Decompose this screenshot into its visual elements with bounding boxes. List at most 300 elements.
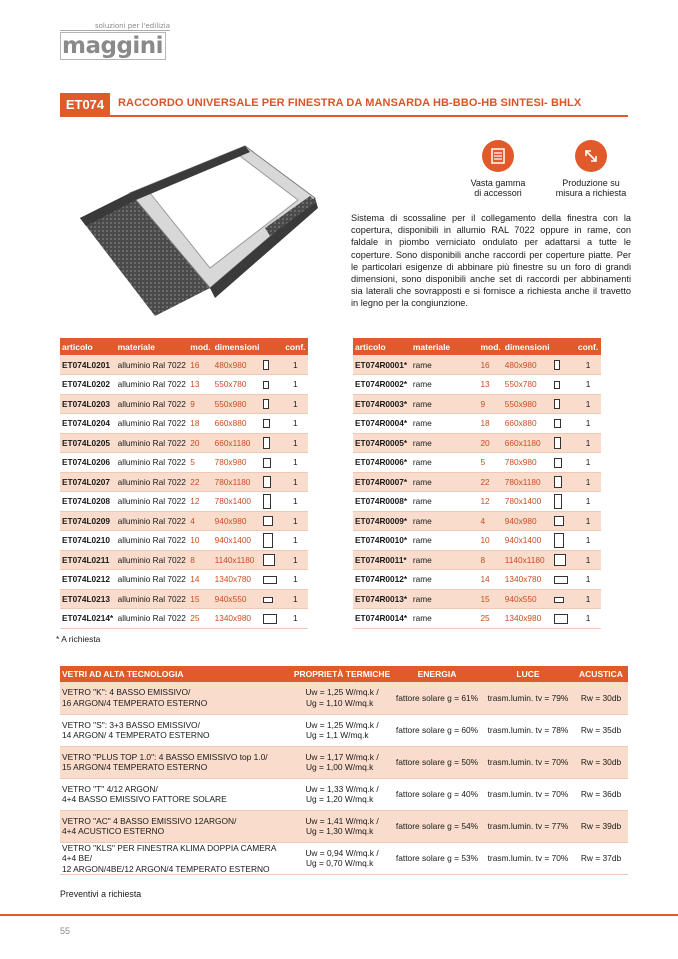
glass-type: [60, 810, 292, 842]
glass-type: [60, 842, 292, 875]
col-materiale: materiale: [411, 338, 479, 355]
product-mod: 20: [478, 433, 502, 453]
window-shape-cell: [261, 550, 282, 570]
product-dimensions: 660x1180: [503, 433, 552, 453]
product-dimensions: 780x1180: [503, 472, 552, 492]
feature-label-line2: di accessori: [474, 188, 522, 198]
table-row: [353, 511, 601, 531]
window-shape-cell: [261, 355, 282, 375]
product-mod: 18: [188, 414, 212, 434]
uw-value: Uw = 0,94 W/mq.k /: [305, 847, 379, 858]
acoustic-value: Rw = 30db: [574, 746, 628, 778]
col-vetri: VETRI AD ALTA TECNOLOGIA: [60, 666, 292, 682]
product-dimensions: 660x1180: [213, 433, 262, 453]
product-code: ET074R0013*: [353, 589, 411, 609]
table-row: [353, 355, 601, 375]
col-articolo: articolo: [60, 338, 116, 355]
glass-type-line1: VETRO "PLUS TOP 1.0": 4 BASSO EMISSIVO top 1.0/: [62, 751, 268, 762]
energy-value: fattore solare g = 60%: [392, 714, 482, 746]
uw-value: Uw = 1,25 W/mq.k /: [305, 719, 379, 730]
product-material: rame: [411, 550, 479, 570]
energy-value: fattore solare g = 61%: [392, 682, 482, 714]
thermal-properties: [292, 810, 392, 842]
product-mod: 22: [188, 472, 212, 492]
product-dimensions: 780x980: [213, 453, 262, 473]
product-material: alluminio Ral 7022: [116, 589, 189, 609]
window-shape-cell: [261, 433, 282, 453]
col-materiale: materiale: [116, 338, 189, 355]
acoustic-value: Rw = 36db: [574, 778, 628, 810]
window-shape-icon: [554, 597, 564, 603]
product-code: ET074R0002*: [353, 375, 411, 395]
product-material: alluminio Ral 7022: [116, 355, 189, 375]
product-code: ET074R0006*: [353, 453, 411, 473]
acoustic-value: Rw = 39db: [574, 810, 628, 842]
brand-tagline: soluzioni per l'edilizia: [94, 22, 170, 30]
window-shape-icon: [554, 419, 561, 428]
product-material: alluminio Ral 7022: [116, 453, 189, 473]
table-row: [60, 355, 308, 375]
product-conf: 1: [283, 433, 308, 453]
table-row: [353, 472, 601, 492]
product-code: ET074L0214*: [60, 609, 116, 629]
window-shape-cell: [261, 492, 282, 512]
product-conf: 1: [283, 453, 308, 473]
page-number: 55: [60, 926, 71, 936]
col-dimensioni: dimensioni: [503, 338, 552, 355]
product-mod: 15: [478, 589, 502, 609]
window-shape-cell: [552, 433, 575, 453]
product-material: rame: [411, 394, 479, 414]
product-mod: 9: [478, 394, 502, 414]
product-dimensions: 480x980: [213, 355, 262, 375]
glass-technology-table: [60, 666, 628, 875]
col-energia: ENERGIA: [392, 666, 482, 682]
window-shape-icon: [554, 399, 560, 409]
table-row: [60, 746, 628, 778]
product-code: ET074L0204: [60, 414, 116, 434]
product-code: ET074L0205: [60, 433, 116, 453]
window-shape-icon: [263, 614, 277, 624]
product-dimensions: 940x1400: [503, 531, 552, 551]
table-row: [60, 531, 308, 551]
energy-value: fattore solare g = 53%: [392, 842, 482, 875]
window-shape-cell: [261, 394, 282, 414]
uw-value: Uw = 1,41 W/mq.k /: [305, 815, 379, 826]
energy-value: fattore solare g = 50%: [392, 746, 482, 778]
window-shape-icon: [263, 437, 270, 449]
table-row: [60, 433, 308, 453]
accessories-icon: [482, 140, 514, 172]
table-row: [60, 550, 308, 570]
window-shape-icon: [263, 576, 277, 584]
window-shape-icon: [554, 437, 561, 449]
product-mod: 25: [478, 609, 502, 629]
custom-size-icon: [575, 140, 607, 172]
product-mod: 18: [478, 414, 502, 434]
window-shape-icon: [554, 516, 564, 526]
light-value: trasm.lumin. tv = 70%: [482, 842, 574, 875]
window-shape-cell: [552, 453, 575, 473]
glass-type-line2: 4+4 BASSO EMISSIVO FATTORE SOLARE: [62, 794, 227, 804]
product-dimensions: 940x550: [213, 589, 262, 609]
product-material: rame: [411, 511, 479, 531]
table-row: [353, 453, 601, 473]
availability-note: * A richiesta: [56, 634, 101, 644]
window-shape-icon: [554, 360, 560, 370]
window-shape-icon: [263, 554, 275, 566]
product-dimensions: 660x880: [213, 414, 262, 434]
glass-type: [60, 714, 292, 746]
product-material: rame: [411, 531, 479, 551]
window-shape-cell: [261, 511, 282, 531]
product-dimensions: 940x980: [213, 511, 262, 531]
col-conf: conf.: [575, 338, 601, 355]
window-shape-cell: [552, 414, 575, 434]
product-conf: 1: [283, 550, 308, 570]
product-code: ET074L0203: [60, 394, 116, 414]
product-mod: 4: [188, 511, 212, 531]
product-conf: 1: [575, 609, 601, 629]
window-shape-icon: [554, 614, 568, 624]
col-shape: [261, 338, 282, 355]
product-conf: 1: [283, 472, 308, 492]
product-dimensions: 550x780: [213, 375, 262, 395]
product-dimensions: 780x1400: [213, 492, 262, 512]
product-mod: 9: [188, 394, 212, 414]
product-material: alluminio Ral 7022: [116, 472, 189, 492]
product-material: alluminio Ral 7022: [116, 492, 189, 512]
table-header-row: [60, 338, 308, 355]
product-code: ET074R0014*: [353, 609, 411, 629]
window-shape-cell: [552, 492, 575, 512]
product-code: ET074R0005*: [353, 433, 411, 453]
product-code: ET074L0213: [60, 589, 116, 609]
window-shape-cell: [552, 394, 575, 414]
glass-type-line2: 14 ARGON/ 4 TEMPERATO ESTERNO: [62, 730, 210, 740]
window-shape-cell: [261, 375, 282, 395]
product-dimensions: 550x980: [213, 394, 262, 414]
window-shape-cell: [261, 609, 282, 629]
product-material: rame: [411, 472, 479, 492]
glass-type: [60, 746, 292, 778]
table-row: [60, 609, 308, 629]
brand-logo: [60, 22, 170, 62]
window-shape-icon: [263, 399, 269, 409]
window-shape-icon: [554, 554, 566, 566]
product-code: ET074R0004*: [353, 414, 411, 434]
window-shape-cell: [552, 609, 575, 629]
product-dimensions: 1340x980: [503, 609, 552, 629]
product-code: ET074R0010*: [353, 531, 411, 551]
window-shape-cell: [552, 355, 575, 375]
window-shape-icon: [263, 533, 273, 548]
table-row: [353, 531, 601, 551]
product-code: ET074L0202: [60, 375, 116, 395]
product-material: rame: [411, 453, 479, 473]
energy-value: fattore solare g = 54%: [392, 810, 482, 842]
window-shape-icon: [263, 494, 271, 509]
product-conf: 1: [575, 511, 601, 531]
product-conf: 1: [575, 570, 601, 590]
section-title-bar: [60, 93, 628, 117]
product-dimensions: 550x980: [503, 394, 552, 414]
product-material: alluminio Ral 7022: [116, 550, 189, 570]
window-shape-cell: [261, 453, 282, 473]
glass-type-line1: VETRO "K": 4 BASSO EMISSIVO/: [62, 687, 191, 698]
product-code: ET074R0009*: [353, 511, 411, 531]
product-dimensions: 1340x980: [213, 609, 262, 629]
table-row: [60, 453, 308, 473]
product-dimensions: 1340x780: [213, 570, 262, 590]
product-conf: 1: [283, 609, 308, 629]
window-shape-icon: [554, 458, 562, 468]
table-row: [353, 414, 601, 434]
product-mod: 8: [478, 550, 502, 570]
feature-label-line1: Vasta gamma: [470, 178, 526, 188]
product-dimensions: 940x980: [503, 511, 552, 531]
uw-value: Uw = 1,33 W/mq.k /: [305, 783, 379, 794]
window-shape-cell: [552, 375, 575, 395]
table-row: [353, 609, 601, 629]
product-mod: 12: [188, 492, 212, 512]
product-mod: 5: [188, 453, 212, 473]
window-shape-icon: [263, 360, 269, 370]
window-shape-icon: [263, 516, 273, 526]
product-conf: 1: [283, 570, 308, 590]
product-image: [70, 138, 320, 318]
window-shape-icon: [554, 533, 564, 548]
product-material: rame: [411, 609, 479, 629]
window-shape-cell: [552, 589, 575, 609]
feature-custom-size: [547, 140, 635, 198]
product-dimensions: 1140x1180: [213, 550, 262, 570]
product-material: alluminio Ral 7022: [116, 394, 189, 414]
col-articolo: articolo: [353, 338, 411, 355]
product-code: ET074R0011*: [353, 550, 411, 570]
product-dimensions: 780x1180: [213, 472, 262, 492]
product-material: rame: [411, 355, 479, 375]
product-material: rame: [411, 589, 479, 609]
energy-value: fattore solare g = 40%: [392, 778, 482, 810]
product-mod: 20: [188, 433, 212, 453]
window-shape-icon: [263, 597, 273, 603]
product-conf: 1: [283, 511, 308, 531]
product-material: alluminio Ral 7022: [116, 570, 189, 590]
acoustic-value: Rw = 35db: [574, 714, 628, 746]
product-mod: 5: [478, 453, 502, 473]
product-mod: 4: [478, 511, 502, 531]
window-shape-icon: [554, 576, 568, 584]
thermal-properties: [292, 682, 392, 714]
thermal-properties: [292, 746, 392, 778]
light-value: trasm.lumin. tv = 70%: [482, 778, 574, 810]
window-shape-cell: [552, 472, 575, 492]
product-dimensions: 550x780: [503, 375, 552, 395]
product-code: ET074L0208: [60, 492, 116, 512]
col-acustica: ACUSTICA: [574, 666, 628, 682]
product-dimensions: 1340x780: [503, 570, 552, 590]
light-value: trasm.lumin. tv = 78%: [482, 714, 574, 746]
product-conf: 1: [575, 531, 601, 551]
glass-type-line1: VETRO "T" 4/12 ARGON/: [62, 783, 158, 794]
product-conf: 1: [283, 589, 308, 609]
product-conf: 1: [575, 433, 601, 453]
table-header-row: [353, 338, 601, 355]
uw-value: Uw = 1,17 W/mq.k /: [305, 751, 379, 762]
product-mod: 22: [478, 472, 502, 492]
product-code: ET074R0012*: [353, 570, 411, 590]
ug-value: Ug = 1,1 W/mq.k: [306, 730, 369, 740]
window-shape-cell: [552, 531, 575, 551]
product-conf: 1: [575, 550, 601, 570]
glass-type-line2: 4+4 ACUSTICO ESTERNO: [62, 826, 165, 836]
product-material: rame: [411, 433, 479, 453]
product-mod: 13: [188, 375, 212, 395]
table-row: [60, 714, 628, 746]
product-code: ET074L0206: [60, 453, 116, 473]
product-material: rame: [411, 570, 479, 590]
table-row: [353, 375, 601, 395]
copper-products-table: [353, 338, 601, 629]
product-code: ET074R0007*: [353, 472, 411, 492]
product-code-badge: ET074: [60, 93, 110, 115]
window-shape-cell: [261, 570, 282, 590]
table-row: [60, 778, 628, 810]
thermal-properties: [292, 842, 392, 875]
product-conf: 1: [575, 492, 601, 512]
col-shape: [552, 338, 575, 355]
product-mod: 10: [188, 531, 212, 551]
product-material: alluminio Ral 7022: [116, 511, 189, 531]
table-row: [60, 472, 308, 492]
col-mod: mod.: [478, 338, 502, 355]
product-conf: 1: [575, 453, 601, 473]
product-conf: 1: [283, 355, 308, 375]
window-shape-icon: [263, 476, 271, 488]
aluminium-products-table: [60, 338, 308, 629]
glass-type-line1: VETRO "KLS" PER FINESTRA KLIMA DOPPIA CAMERA 4+4 BE/: [62, 842, 276, 863]
glass-type: [60, 682, 292, 714]
feature-label-line1: Produzione su: [562, 178, 620, 188]
window-shape-cell: [261, 472, 282, 492]
product-material: alluminio Ral 7022: [116, 414, 189, 434]
product-code: ET074L0212: [60, 570, 116, 590]
product-code: ET074L0210: [60, 531, 116, 551]
light-value: trasm.lumin. tv = 79%: [482, 682, 574, 714]
product-conf: 1: [283, 375, 308, 395]
product-mod: 14: [478, 570, 502, 590]
table-row: [60, 414, 308, 434]
product-dimensions: 940x550: [503, 589, 552, 609]
product-dimensions: 480x980: [503, 355, 552, 375]
product-mod: 25: [188, 609, 212, 629]
table-row: [353, 570, 601, 590]
col-termiche: PROPRIETÀ TERMICHE: [292, 666, 392, 682]
product-conf: 1: [283, 414, 308, 434]
glass-type-line2: 16 ARGON/4 TEMPERATO ESTERNO: [62, 697, 208, 708]
window-shape-icon: [554, 381, 560, 389]
light-value: trasm.lumin. tv = 77%: [482, 810, 574, 842]
uw-value: Uw = 1,25 W/mq.k /: [305, 687, 379, 698]
glass-type-line1: VETRO "AC" 4 BASSO EMISSIVO 12ARGON/: [62, 815, 237, 826]
brand-name: maggini: [62, 33, 164, 59]
col-conf: conf.: [283, 338, 308, 355]
product-material: rame: [411, 375, 479, 395]
product-conf: 1: [283, 531, 308, 551]
acoustic-value: Rw = 37db: [574, 842, 628, 875]
product-conf: 1: [575, 355, 601, 375]
table-row: [353, 589, 601, 609]
window-shape-icon: [554, 494, 562, 509]
glass-type-line2: 15 ARGON/4 TEMPERATO ESTERNO: [62, 762, 208, 772]
thermal-properties: [292, 778, 392, 810]
product-description: Sistema di scossaline per il collegamento della finestra con la copertura, disponibili in allumio RAL 7022 oppure in rame, con faldale in piombo verniciato ondulato per adattarsi a tutte le coperture. Sono disponibili anche raccordi per coperture piatte. Per le particolari esigenze di abbinare più finestre su un foro di grandi dimensioni, sono disponibili anche set di raccordi per abbinamenti sia laterali che sovrapposti e si fornisce a richiesta anche il travetto in legno per la congiunzione.: [351, 213, 631, 309]
col-dimensioni: dimensioni: [213, 338, 262, 355]
window-shape-cell: [552, 570, 575, 590]
product-dimensions: 780x1400: [503, 492, 552, 512]
table-row: [60, 842, 628, 875]
acoustic-value: Rw = 30db: [574, 682, 628, 714]
product-code: ET074R0003*: [353, 394, 411, 414]
light-value: trasm.lumin. tv = 70%: [482, 746, 574, 778]
table-row: [60, 589, 308, 609]
window-shape-icon: [263, 381, 269, 389]
product-dimensions: 940x1400: [213, 531, 262, 551]
page-title: RACCORDO UNIVERSALE PER FINESTRA DA MANSARDA HB-BBO-HB SINTESI- BHLX: [118, 97, 582, 109]
product-mod: 16: [188, 355, 212, 375]
quote-note: Preventivi a richiesta: [60, 889, 142, 899]
window-shape-cell: [552, 550, 575, 570]
feature-label-line2: misura a richiesta: [555, 188, 627, 198]
glass-type-line2: 12 ARGON/4BE/12 ARGON/4 TEMPERATO ESTERNO: [62, 863, 270, 874]
product-code: ET074L0201: [60, 355, 116, 375]
table-header-row: [60, 666, 628, 682]
product-mod: 8: [188, 550, 212, 570]
product-mod: 15: [188, 589, 212, 609]
product-material: rame: [411, 492, 479, 512]
product-mod: 13: [478, 375, 502, 395]
table-row: [353, 394, 601, 414]
product-dimensions: 660x880: [503, 414, 552, 434]
window-shape-cell: [261, 414, 282, 434]
glass-type: [60, 778, 292, 810]
feature-accessories: [454, 140, 542, 198]
thermal-properties: [292, 714, 392, 746]
product-code: ET074R0001*: [353, 355, 411, 375]
product-code: ET074L0211: [60, 550, 116, 570]
table-row: [60, 375, 308, 395]
window-shape-cell: [552, 511, 575, 531]
window-shape-cell: [261, 589, 282, 609]
product-dimensions: 780x980: [503, 453, 552, 473]
ug-value: Ug = 1,10 W/mq.k: [306, 697, 374, 708]
product-material: alluminio Ral 7022: [116, 433, 189, 453]
product-code: ET074L0207: [60, 472, 116, 492]
product-mod: 12: [478, 492, 502, 512]
window-shape-icon: [263, 419, 270, 428]
product-mod: 10: [478, 531, 502, 551]
table-row: [60, 394, 308, 414]
product-conf: 1: [283, 394, 308, 414]
tagline-divider: [60, 30, 170, 31]
col-mod: mod.: [188, 338, 212, 355]
ug-value: Ug = 1,30 W/mq.k: [306, 826, 374, 836]
product-conf: 1: [575, 589, 601, 609]
product-mod: 16: [478, 355, 502, 375]
table-row: [60, 810, 628, 842]
table-row: [353, 433, 601, 453]
